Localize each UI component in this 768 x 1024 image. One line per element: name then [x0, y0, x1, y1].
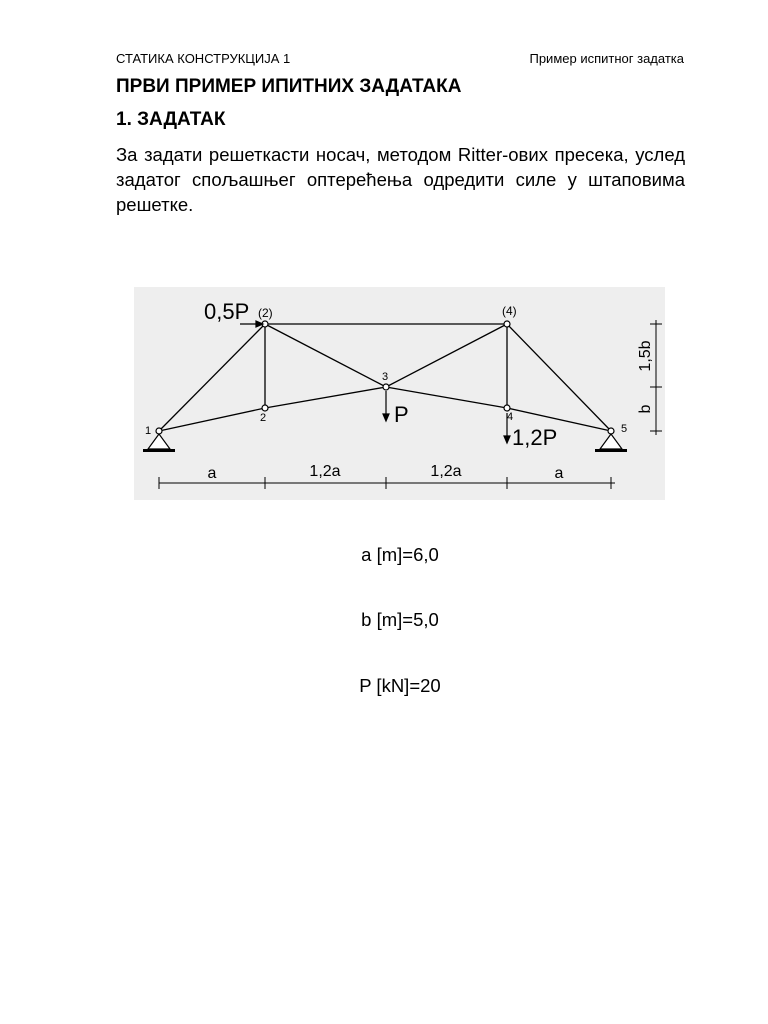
span-label-4: a	[554, 465, 564, 482]
node-label-2-top: (2)	[258, 306, 273, 320]
node-label-3: 3	[382, 371, 389, 383]
truss-figure	[134, 287, 665, 500]
load-label-middle: P	[394, 402, 409, 427]
node-label-2: 2	[260, 412, 267, 424]
node-3	[383, 384, 389, 390]
node-2	[262, 405, 268, 411]
task-heading: 1. ЗАДАТАК	[116, 109, 226, 130]
span-label-2: 1,2a	[309, 463, 341, 480]
span-label-1: a	[207, 465, 217, 482]
load-label-horizontal: 0,5P	[204, 299, 250, 324]
node-label-1: 1	[145, 425, 152, 437]
height-label-upper: 1,5b	[637, 340, 654, 372]
node-label-4-top: (4)	[502, 304, 517, 318]
span-label-3: 1,2a	[430, 463, 462, 480]
node-4-top	[504, 321, 510, 327]
truss-diagram	[134, 287, 665, 500]
load-label-right: 1,2P	[512, 425, 558, 450]
param-a: a [m]=6,0	[361, 544, 439, 565]
page-title: ПРВИ ПРИМЕР ИПИТНИХ ЗАДАТАКА	[116, 76, 462, 97]
node-label-4: 4	[507, 411, 514, 423]
node-label-5: 5	[621, 423, 628, 435]
course-title: СТАТИКА КОНСТРУКЦИЈА 1	[116, 51, 291, 66]
document-type: Пример испитног задатка	[529, 51, 684, 66]
height-label-lower: b	[637, 404, 654, 414]
task-description: За задати решеткасти носач, методом Ritter-ових пресека, услед задатог спољашњег оптерећења одредити силе у штаповима решетке.	[116, 144, 685, 215]
param-b: b [m]=5,0	[361, 609, 439, 630]
param-p: P [kN]=20	[359, 675, 441, 696]
